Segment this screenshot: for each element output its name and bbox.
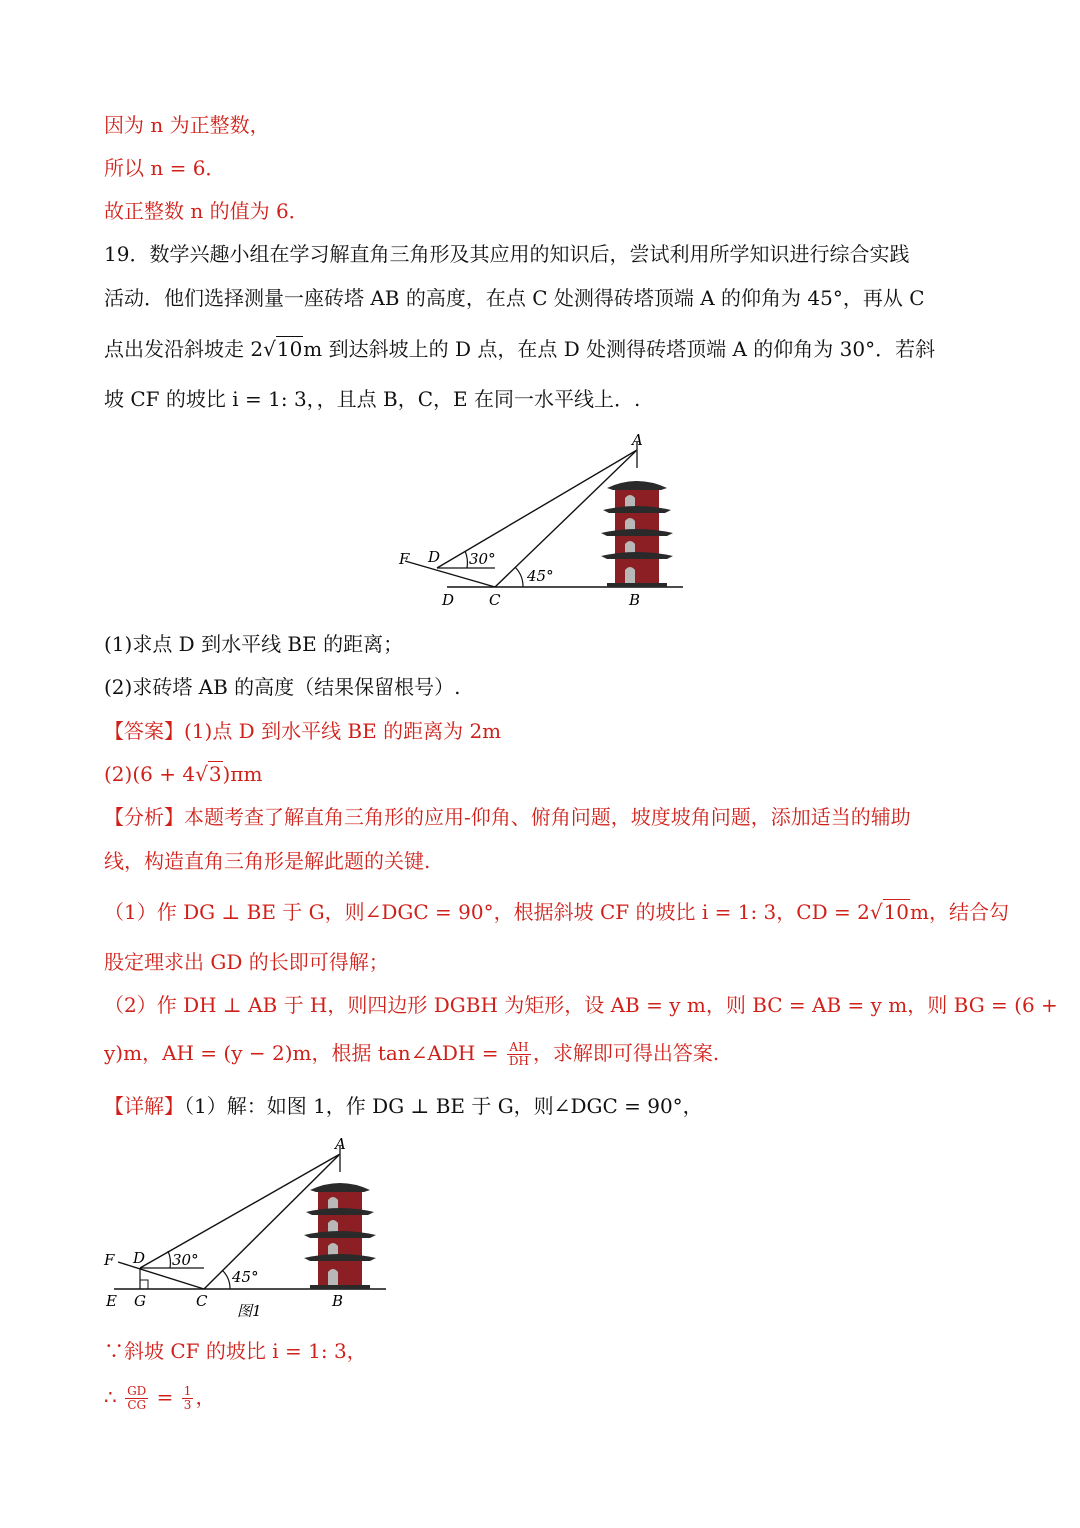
label-b: B xyxy=(332,1292,344,1310)
label-a: A xyxy=(335,1135,346,1153)
sqrt-symbol: √3 xyxy=(195,762,222,786)
text-line: 所以 n = 6． xyxy=(104,156,226,180)
analysis-line xyxy=(104,805,911,829)
pagoda-icon xyxy=(601,442,673,587)
analysis-step xyxy=(104,1041,719,1068)
denominator: CG xyxy=(127,1398,147,1413)
angle-arc-45 xyxy=(515,567,523,587)
text-fragment: ∴ xyxy=(104,1385,124,1410)
label-angle-45: 45° xyxy=(527,567,554,585)
text-fragment: m，结合勾 xyxy=(910,900,1009,924)
text-fragment: )πm xyxy=(222,762,263,786)
radicand: 3 xyxy=(208,762,222,786)
detail-step xyxy=(104,1385,215,1412)
pagoda-icon xyxy=(304,1146,376,1289)
analysis-step: （2）作 DH ⊥ AB 于 H，则四边形 DGBH 为矩形，设 AB = y m，则 BC = AB = y m，则 BG = (6 + xyxy=(104,993,1058,1017)
answer-line xyxy=(104,719,501,743)
sight-line-da xyxy=(140,1154,340,1268)
question-text: 坡 CF 的坡比 i = 1: 3，，且点 B，C，E 在同一水平线上．. xyxy=(104,387,641,411)
denominator: 3 xyxy=(183,1398,192,1413)
sight-line-da xyxy=(437,450,637,568)
numerator: 1 xyxy=(183,1384,192,1398)
angle-arc-45 xyxy=(222,1270,230,1289)
analysis-line: 线，构造直角三角形是解此题的关键. xyxy=(104,849,431,873)
answer-line xyxy=(104,762,262,786)
figure-pagoda-diagram-1 xyxy=(100,1132,400,1328)
text-fragment: (2)(6 + 4 xyxy=(104,762,196,786)
diagram-svg xyxy=(385,430,695,615)
label-a: A xyxy=(632,431,643,449)
text-fragment: ，求解即可得出答案. xyxy=(532,1041,720,1066)
sqrt-symbol: √10 xyxy=(869,900,910,924)
text-fragment: = xyxy=(150,1385,180,1410)
fraction xyxy=(182,1385,194,1412)
figure-caption: 图1 xyxy=(237,1302,262,1320)
right-angle-mark xyxy=(140,1280,148,1289)
subquestion-1: (1)求点 D 到水平线 BE 的距离； xyxy=(104,632,404,656)
detail-step: ∵斜坡 CF 的坡比 i = 1: 3， xyxy=(104,1339,367,1363)
question-text: 19．数学兴趣小组在学习解直角三角形及其应用的知识后，尝试利用所学知识进行综合实践 xyxy=(104,242,910,266)
analysis-step: 股定理求出 GD 的长即可得解； xyxy=(104,950,389,974)
label-c: C xyxy=(489,591,501,609)
radicand: 10 xyxy=(883,900,910,924)
denominator: DH xyxy=(508,1054,529,1069)
text-fragment: （1）作 DG ⊥ BE 于 G，则∠DGC = 90°，根据斜坡 CF 的坡比 i = 1: 3，CD = 2 xyxy=(104,900,870,924)
answer-text: (1)点 D 到水平线 BE 的距离为 2m xyxy=(184,719,502,743)
answer-tag: 【答案】 xyxy=(104,719,184,743)
diagram-svg xyxy=(100,1132,400,1328)
angle-arc-30 xyxy=(465,551,467,568)
question-text: 活动．他们选择测量一座砖塔 AB 的高度，在点 C 处测得砖塔顶端 A 的仰角为 45°，再从 C xyxy=(104,286,925,310)
label-f: F xyxy=(104,1251,115,1269)
label-d: D xyxy=(133,1249,146,1267)
detail-tag: 【详解】 xyxy=(104,1094,184,1118)
fraction xyxy=(125,1385,148,1412)
analysis-text: 本题考查了解直角三角形的应用-仰角、俯角问题，坡度坡角问题，添加适当的辅助 xyxy=(184,805,911,829)
text-line: 因为 n 为正整数， xyxy=(104,113,270,137)
label-d-ground: D xyxy=(442,591,455,609)
numerator: GD xyxy=(127,1384,147,1398)
analysis-tag: 【分析】 xyxy=(104,805,184,829)
label-b: B xyxy=(629,591,641,609)
analysis-step xyxy=(104,900,1009,924)
subquestion-2: (2)求砖塔 AB 的高度（结果保留根号）. xyxy=(104,675,461,699)
detail-text: （1）解：如图 1，作 DG ⊥ BE 于 G，则∠DGC = 90°， xyxy=(184,1094,703,1118)
figure-pagoda-diagram xyxy=(385,430,695,615)
fraction xyxy=(507,1041,531,1068)
detail-line xyxy=(104,1094,703,1118)
text-fragment: 点出发沿斜坡走 2 xyxy=(104,337,264,361)
text-line: 故正整数 n 的值为 6． xyxy=(104,199,309,223)
text-fragment: m 到达斜坡上的 D 点，在点 D 处测得砖塔顶端 A 的仰角为 30°．若斜 xyxy=(303,337,936,361)
angle-arc-30 xyxy=(168,1251,170,1268)
label-f: F xyxy=(399,550,410,568)
label-g: G xyxy=(134,1292,146,1310)
label-angle-45: 45° xyxy=(232,1268,259,1286)
label-e: E xyxy=(106,1292,117,1310)
numerator: AH xyxy=(507,1041,531,1055)
label-d: D xyxy=(428,548,441,566)
question-text xyxy=(104,337,935,361)
label-angle-30: 30° xyxy=(469,550,496,568)
text-fragment: y)m，AH = (y − 2)m，根据 tan∠ADH = xyxy=(104,1041,505,1066)
sqrt-symbol: √10 xyxy=(263,337,303,361)
radicand: 10 xyxy=(276,337,303,361)
label-c: C xyxy=(196,1292,208,1310)
text-fragment: ， xyxy=(195,1385,216,1410)
label-angle-30: 30° xyxy=(172,1251,199,1269)
